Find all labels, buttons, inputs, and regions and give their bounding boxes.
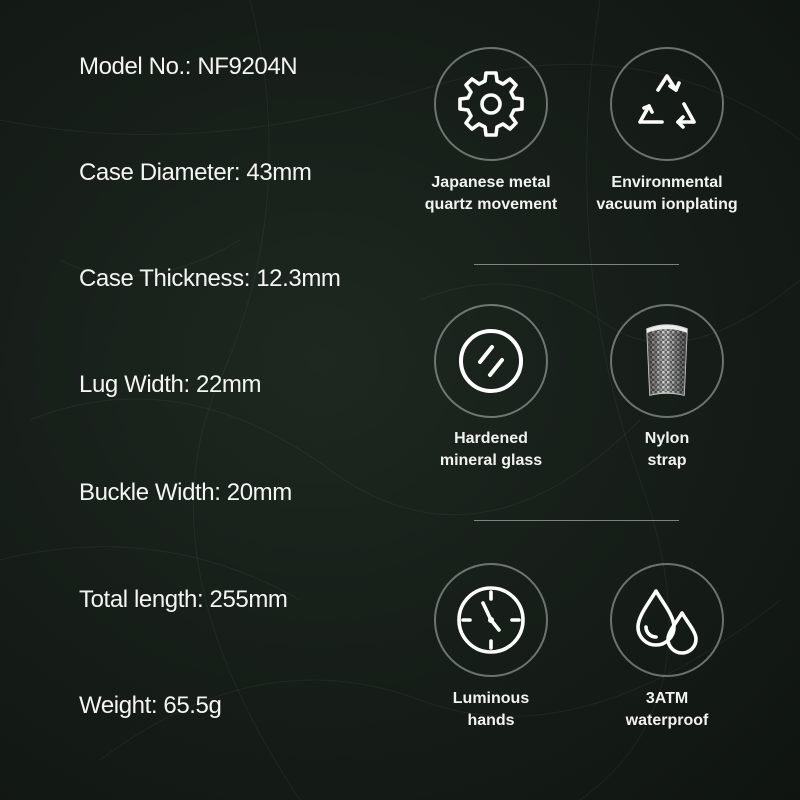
feature-label-glass: Hardened mineral glass	[439, 430, 543, 469]
glass-icon	[455, 325, 527, 397]
feature-circle-movement	[434, 47, 548, 161]
spec-buckle-width: Buckle Width: 20mm	[79, 479, 292, 506]
spec-total-length: Total length: 255mm	[79, 586, 288, 613]
feature-label-hands: Luminous hands	[452, 690, 530, 729]
spec-case-diameter: Case Diameter: 43mm	[79, 159, 312, 186]
gear-icon	[456, 69, 526, 139]
water-drops-icon	[630, 583, 704, 657]
spec-model-number: Model No.: NF9204N	[79, 53, 298, 80]
feature-divider-2	[474, 520, 679, 521]
spec-lug-width: Lug Width: 22mm	[79, 371, 262, 398]
feature-label-strap: Nylon strap	[644, 430, 690, 469]
feature-divider-1	[474, 264, 679, 265]
feature-circle-glass	[434, 304, 548, 418]
clock-icon	[454, 583, 528, 657]
feature-label-movement: Japanese metal quartz movement	[424, 174, 558, 213]
feature-label-ionplating: Environmental vacuum ionplating	[596, 174, 738, 213]
nylon-strap-icon	[637, 321, 697, 401]
feature-label-waterproof: 3ATM waterproof	[625, 690, 709, 729]
feature-circle-strap	[610, 304, 724, 418]
feature-circle-waterproof	[610, 563, 724, 677]
spec-case-thickness: Case Thickness: 12.3mm	[79, 265, 341, 292]
recycle-icon	[631, 68, 703, 140]
feature-circle-ionplating	[610, 47, 724, 161]
spec-weight: Weight: 65.5g	[79, 692, 222, 719]
feature-circle-hands	[434, 563, 548, 677]
